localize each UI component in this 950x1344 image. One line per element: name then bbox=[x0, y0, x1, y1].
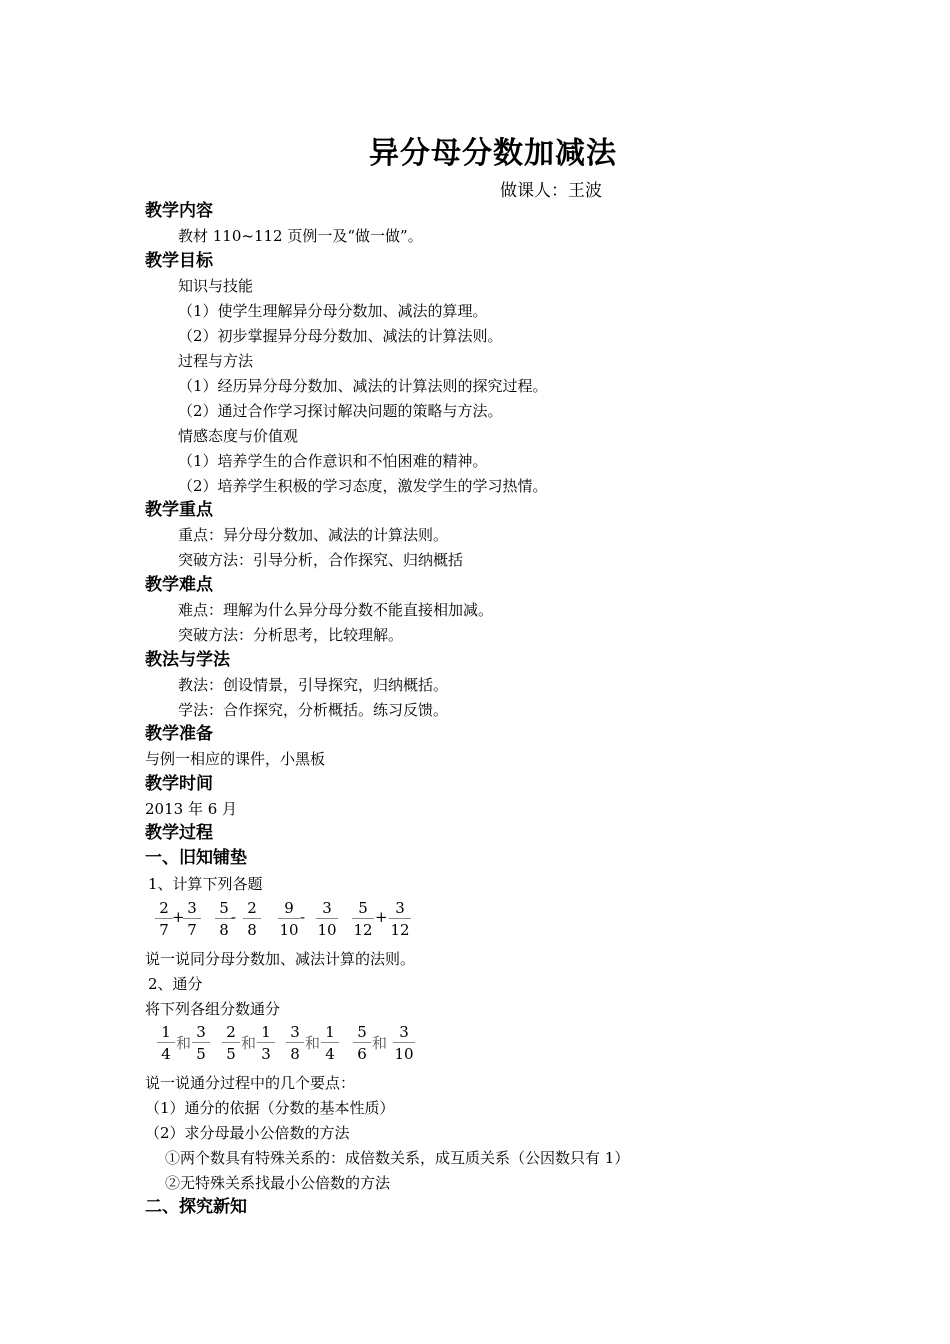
fraction bbox=[157, 1023, 175, 1063]
operator: + bbox=[172, 908, 185, 926]
denominator: 12 bbox=[390, 921, 410, 939]
goal-line: （2）通过合作学习探讨解决问题的策略与方法。 bbox=[178, 402, 503, 420]
numerator: 1 bbox=[321, 1023, 339, 1043]
numerator: 3 bbox=[286, 1023, 304, 1043]
part1-line: （2）求分母最小公倍数的方法 bbox=[145, 1124, 350, 1142]
denominator: 6 bbox=[357, 1045, 367, 1063]
numerator: 5 bbox=[352, 899, 374, 919]
heading-difficulty: 教学难点 bbox=[145, 575, 213, 595]
denominator: 8 bbox=[247, 921, 257, 939]
content-text: 教材 110~112 页例一及“做一做”。 bbox=[178, 227, 423, 245]
numerator: 2 bbox=[243, 899, 261, 919]
goal-line: 过程与方法 bbox=[178, 352, 254, 370]
fraction bbox=[352, 899, 374, 939]
heading-goals: 教学目标 bbox=[145, 251, 213, 271]
method-line: 教法：创设情景，引导探究，归纳概括。 bbox=[178, 676, 449, 694]
denominator: 7 bbox=[187, 921, 197, 939]
part1-line: 将下列各组分数通分 bbox=[145, 1000, 281, 1018]
difficulty-line: 突破方法：分析思考，比较理解。 bbox=[178, 626, 404, 644]
numerator: 2 bbox=[222, 1023, 240, 1043]
heading-part1: 一、旧知铺垫 bbox=[145, 848, 247, 868]
key-line: 突破方法：引导分析，合作探究、归纳概括 bbox=[178, 551, 464, 569]
goal-line: 知识与技能 bbox=[178, 277, 254, 295]
prep-line: 与例一相应的课件，小黑板 bbox=[145, 750, 326, 768]
numerator: 3 bbox=[316, 899, 338, 919]
numerator: 3 bbox=[393, 1023, 415, 1043]
fraction bbox=[183, 899, 201, 939]
numerator: 5 bbox=[215, 899, 233, 919]
numerator: 3 bbox=[389, 899, 411, 919]
denominator: 12 bbox=[353, 921, 373, 939]
fraction bbox=[155, 899, 173, 939]
denominator: 8 bbox=[219, 921, 229, 939]
heading-key: 教学重点 bbox=[145, 500, 213, 520]
denominator: 10 bbox=[394, 1045, 414, 1063]
fraction bbox=[257, 1023, 275, 1063]
numerator: 5 bbox=[353, 1023, 371, 1043]
part1-line: 1、计算下列各题 bbox=[148, 875, 263, 893]
operator: - bbox=[300, 908, 306, 926]
fraction bbox=[321, 1023, 339, 1063]
time-line: 2013 年 6 月 bbox=[145, 800, 238, 818]
author-line: 做课人：王波 bbox=[500, 181, 602, 201]
numerator: 1 bbox=[157, 1023, 175, 1043]
denominator: 10 bbox=[317, 921, 337, 939]
part1-line: （1）通分的依据（分数的基本性质） bbox=[145, 1099, 395, 1117]
numerator: 3 bbox=[183, 899, 201, 919]
difficulty-line: 难点：理解为什么异分母分数不能直接相加减。 bbox=[178, 601, 494, 619]
numerator: 3 bbox=[192, 1023, 210, 1043]
fraction bbox=[389, 899, 411, 939]
part1-line: 说一说同分母分数加、减法计算的法则。 bbox=[145, 950, 416, 968]
fraction bbox=[192, 1023, 210, 1063]
goal-line: （1）培养学生的合作意识和不怕困难的精神。 bbox=[178, 452, 488, 470]
goal-line: （1）经历异分母分数加、减法的计算法则的探究过程。 bbox=[178, 377, 548, 395]
heading-method: 教法与学法 bbox=[145, 650, 230, 670]
fraction bbox=[286, 1023, 304, 1063]
goal-line: （2）培养学生积极的学习态度，激发学生的学习热情。 bbox=[178, 477, 548, 495]
numerator: 9 bbox=[278, 899, 300, 919]
fraction bbox=[353, 1023, 371, 1063]
method-line: 学法：合作探究，分析概括。练习反馈。 bbox=[178, 701, 449, 719]
numerator: 1 bbox=[257, 1023, 275, 1043]
denominator: 3 bbox=[261, 1045, 271, 1063]
operator: - bbox=[231, 908, 237, 926]
denominator: 7 bbox=[159, 921, 169, 939]
operator: + bbox=[375, 908, 388, 926]
denominator: 4 bbox=[161, 1045, 171, 1063]
numerator: 2 bbox=[155, 899, 173, 919]
fraction bbox=[222, 1023, 240, 1063]
conjunction-he: 和 bbox=[241, 1034, 257, 1052]
heading-prep: 教学准备 bbox=[145, 724, 213, 744]
document-title: 异分母分数加减法 bbox=[369, 136, 617, 171]
part1-line: 2、通分 bbox=[148, 975, 203, 993]
part1-line: 说一说通分过程中的几个要点： bbox=[145, 1074, 356, 1092]
goal-line: 情感态度与价值观 bbox=[178, 427, 299, 445]
conjunction-he: 和 bbox=[305, 1034, 321, 1052]
heading-process: 教学过程 bbox=[145, 823, 213, 843]
goal-line: （1）使学生理解异分母分数加、减法的算理。 bbox=[178, 302, 488, 320]
part1-line: ①两个数具有特殊关系的：成倍数关系，成互质关系（公因数只有 1） bbox=[165, 1149, 630, 1167]
conjunction-he: 和 bbox=[372, 1034, 388, 1052]
goal-line: （2）初步掌握异分母分数加、减法的计算法则。 bbox=[178, 327, 503, 345]
heading-content: 教学内容 bbox=[145, 201, 213, 221]
denominator: 8 bbox=[290, 1045, 300, 1063]
denominator: 5 bbox=[196, 1045, 206, 1063]
denominator: 10 bbox=[279, 921, 299, 939]
denominator: 5 bbox=[226, 1045, 236, 1063]
fraction bbox=[278, 899, 300, 939]
denominator: 4 bbox=[325, 1045, 335, 1063]
fraction bbox=[243, 899, 261, 939]
fraction bbox=[316, 899, 338, 939]
fraction bbox=[393, 1023, 415, 1063]
heading-time: 教学时间 bbox=[145, 774, 213, 794]
part1-line: ②无特殊关系找最小公倍数的方法 bbox=[165, 1174, 391, 1192]
heading-part2: 二、探究新知 bbox=[145, 1197, 247, 1217]
key-line: 重点：异分母分数加、减法的计算法则。 bbox=[178, 526, 449, 544]
conjunction-he: 和 bbox=[176, 1034, 192, 1052]
